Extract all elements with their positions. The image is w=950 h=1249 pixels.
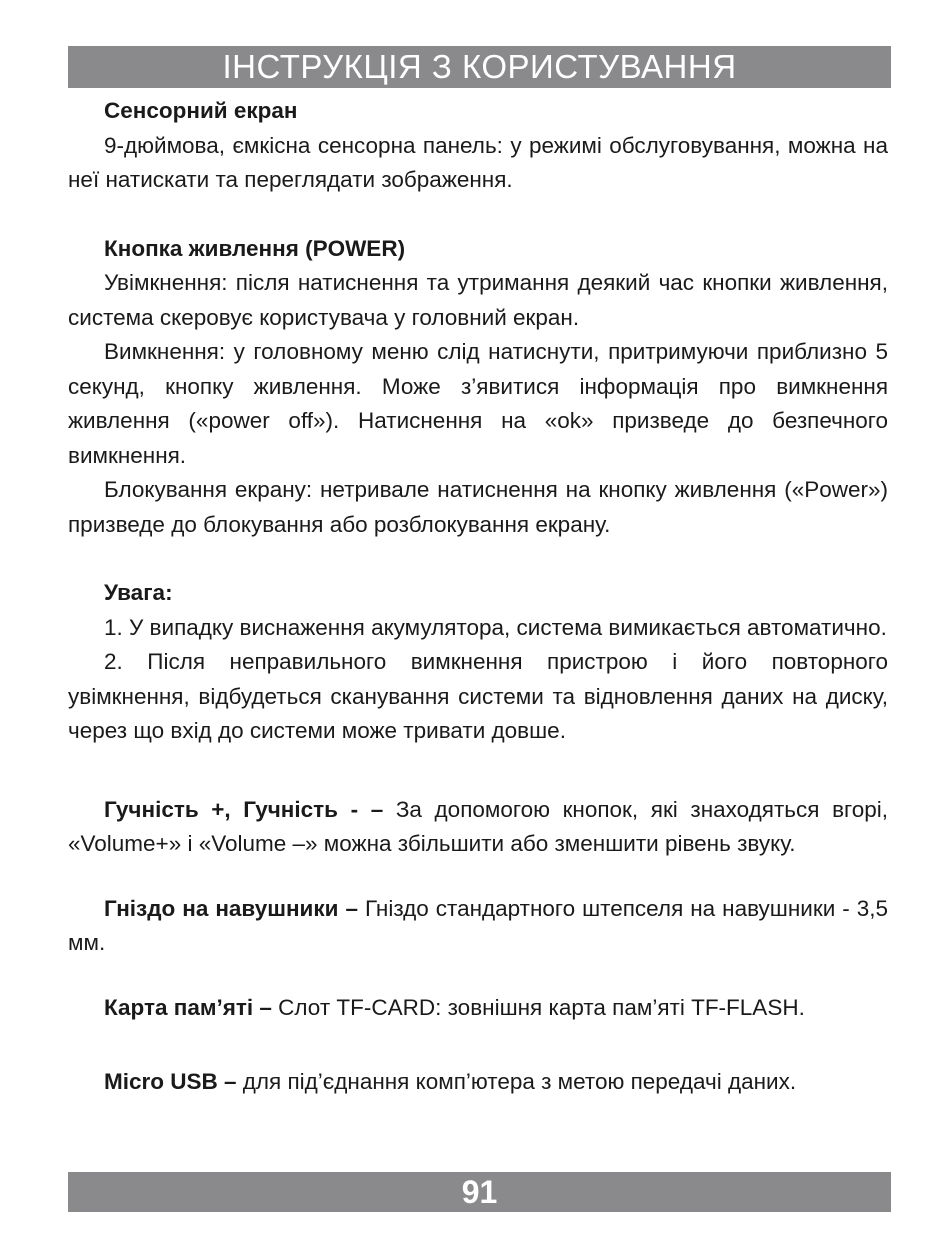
power-heading: Кнопка живлення (POWER)	[104, 235, 406, 261]
memory-label: Карта пам’яті –	[104, 994, 272, 1020]
warning-item-1: 1. У випадку виснаження акумулятора, система вимикається автоматично.	[104, 614, 887, 640]
touchscreen-heading: Сенсорний екран	[104, 98, 298, 123]
memory-text: Слот TF-CARD: зовнішня карта пам’яті TF-FLASH.	[271, 994, 805, 1020]
usb-paragraph	[68, 1065, 888, 1100]
warning-item-2: 2. Після неправильного вимкнення пристрою і його повторного увімкнення, відбудеться сканування системи та відновлення даних на диску, через що вхід до системи може тривати довше.	[68, 649, 888, 743]
power-lock-text: Блокування екрану: нетривале натиснення на кнопку живлення («Power») призведе до блокування або розблокування екрану.	[68, 477, 888, 537]
warning-heading: Увага:	[104, 580, 173, 605]
headphones-label: Гніздо на навушники –	[104, 895, 358, 921]
footer-bar	[68, 1172, 891, 1212]
page-content	[68, 94, 888, 1100]
header-bar	[68, 46, 891, 88]
volume-section	[68, 793, 888, 862]
volume-text: За допомогою кнопок, які знаходяться вгорі, «Volume+» і «Volume –» можна збільшити або зменшити рівень звуку.	[68, 796, 889, 856]
usb-text: для під’єднання комп’ютера з метою передачі даних.	[236, 1069, 797, 1094]
volume-label: Гучність +, Гучність - –	[104, 796, 384, 822]
memory-section	[68, 991, 888, 1026]
usb-section	[68, 1065, 888, 1100]
headphones-section	[68, 892, 888, 961]
page-number: 91	[461, 1173, 498, 1210]
usb-label: Micro USB –	[104, 1069, 237, 1094]
power-on-text: Увімкнення: після натиснення та утримання деякий час кнопки живлення, система скеровує користувача у головний екран.	[68, 270, 888, 330]
touchscreen-text: 9-дюймова, ємкісна сенсорна панель: у режимі обслуговування, можна на неї натискати та переглядати зображення.	[68, 132, 888, 192]
volume-paragraph	[68, 793, 888, 862]
touchscreen-section	[68, 94, 888, 198]
headphones-text: Гніздо стандартного штепселя на навушники - 3,5 мм.	[68, 895, 888, 955]
page-title: ІНСТРУКЦІЯ З КОРИСТУВАННЯ	[222, 48, 737, 85]
warning-section	[68, 576, 888, 749]
headphones-paragraph	[68, 892, 888, 961]
memory-paragraph	[68, 991, 888, 1026]
power-off-text: Вимкнення: у головному меню слід натиснути, притримуючи приблизно 5 секунд, кнопку живлення. Може з’явитися інформація про вимкнення живлення («power off»). Натиснення на «ok» призведе до безпечного вимкнення.	[68, 339, 888, 468]
power-section	[68, 232, 888, 543]
